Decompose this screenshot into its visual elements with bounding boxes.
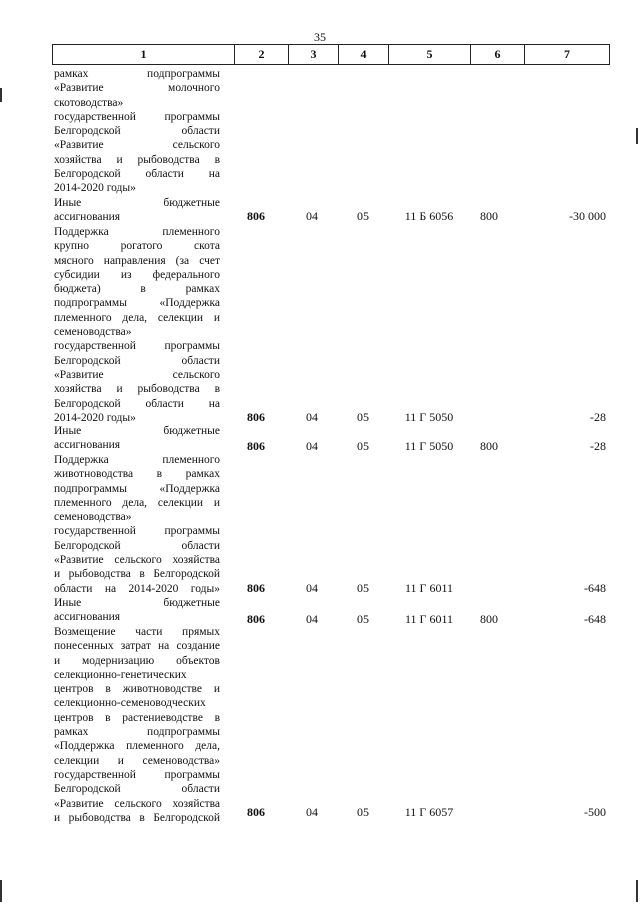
cell-expense-type: 800: [480, 612, 498, 626]
description-line: племенного дела, селекции и: [54, 311, 220, 324]
cell-amount: -28: [590, 439, 606, 453]
cell-podrazdel: 05: [357, 581, 369, 595]
cell-grbs: 806: [247, 209, 265, 223]
description-line: 2014-2020 годы»: [54, 182, 136, 195]
row-description: [54, 596, 220, 625]
cell-razdel: 04: [306, 439, 318, 453]
cell-expense-type: 800: [480, 209, 498, 223]
description-line: Белгородской области: [54, 354, 220, 367]
description-line: крупно рогатого скота: [54, 240, 220, 253]
description-line: Белгородской области: [54, 125, 220, 138]
description-line: хозяйства и рыбоводства в: [54, 383, 220, 396]
header-col-4: 4: [339, 45, 389, 64]
cell-amount: -28: [590, 410, 606, 424]
description-line: «Поддержка племенного дела,: [54, 740, 220, 753]
description-line: животноводства в рамках: [54, 468, 220, 481]
description-line: и модернизацию объектов: [54, 654, 220, 667]
description-line: Иные бюджетные: [54, 197, 220, 209]
cell-target-article: 11 Г 5050: [404, 410, 454, 424]
description-line: скотоводства»: [54, 96, 124, 109]
description-line: ассигнования: [54, 439, 121, 452]
cell-grbs: 806: [247, 612, 265, 626]
description-line: Поддержка племенного: [54, 454, 220, 466]
description-line: центров в животноводстве и: [54, 683, 220, 696]
row-description: [54, 625, 220, 825]
description-line: подпрограммы «Поддержка: [54, 482, 220, 495]
cell-razdel: 04: [306, 410, 318, 424]
description-line: Иные бюджетные: [54, 597, 220, 609]
cell-razdel: 04: [306, 805, 318, 819]
description-line: селекционно-семеноводческих: [54, 697, 206, 710]
description-line: племенного дела, селекции и: [54, 496, 220, 509]
description-line: хозяйства и рыбоводства в: [54, 153, 220, 166]
cell-grbs: 806: [247, 581, 265, 595]
description-line: Белгородской области на: [54, 397, 220, 410]
cell-target-article: 11 Б 6056: [404, 209, 454, 223]
cell-podrazdel: 05: [357, 805, 369, 819]
description-line: мясного направления (за счет: [54, 254, 220, 267]
description-line: Белгородской области на: [54, 168, 220, 181]
description-line: «Развитие сельского: [54, 368, 220, 381]
description-line: семеноводства»: [54, 511, 132, 524]
description-line: «Развитие молочного: [54, 82, 220, 95]
row-description: [54, 196, 220, 225]
description-line: семеноводства»: [54, 326, 132, 339]
row-description: [54, 225, 220, 425]
description-line: Поддержка племенного: [54, 226, 220, 238]
description-line: субсидии из федерального: [54, 268, 220, 281]
cell-amount: -648: [584, 581, 606, 595]
description-line: ассигнования: [54, 611, 121, 624]
description-line: Возмещение части прямых: [54, 626, 220, 638]
scan-edge-mark: [636, 880, 638, 902]
description-line: Белгородской области: [54, 539, 220, 552]
row-description: [54, 67, 220, 196]
header-col-7: 7: [564, 47, 570, 61]
description-line: государственной программы: [54, 110, 220, 123]
cell-podrazdel: 05: [357, 410, 369, 424]
cell-target-article: 11 Г 6011: [404, 612, 454, 626]
description-line: бюджета) в рамках: [54, 283, 220, 296]
header-col-1: 1: [53, 45, 235, 64]
description-line: государственной программы: [54, 768, 220, 781]
cell-amount: -648: [584, 612, 606, 626]
cell-amount: -30 000: [569, 209, 606, 223]
cell-target-article: 11 Г 6057: [404, 805, 454, 819]
cell-target-article: 11 Г 6011: [404, 581, 454, 595]
cell-amount: -500: [584, 805, 606, 819]
cell-grbs: 806: [247, 439, 265, 453]
description-line: «Развитие сельского хозяйства: [54, 797, 220, 810]
description-line: 2014-2020 годы»: [54, 411, 136, 424]
description-line: государственной программы: [54, 340, 220, 353]
description-line: центров в растениеводстве в: [54, 711, 220, 724]
description-line: «Развитие сельского хозяйства: [54, 554, 220, 567]
cell-podrazdel: 05: [357, 209, 369, 223]
description-line: и рыбоводства в Белгородской: [54, 811, 220, 824]
description-line: рамках подпрограммы: [54, 68, 220, 80]
scan-edge-mark: [0, 880, 2, 902]
table-header: [52, 44, 610, 65]
scan-edge-mark: [636, 128, 638, 144]
row-description: [54, 424, 220, 453]
header-col-6: 6: [471, 45, 525, 64]
description-line: Иные бюджетные: [54, 425, 220, 437]
description-line: государственной программы: [54, 525, 220, 538]
description-line: ассигнования: [54, 211, 121, 224]
cell-expense-type: 800: [480, 439, 498, 453]
description-line: селекции и семеноводства»: [54, 754, 220, 767]
row-description: [54, 453, 220, 596]
header-col-3: 3: [289, 45, 339, 64]
description-line: рамках подпрограммы: [54, 726, 220, 739]
scan-edge-mark: [0, 88, 2, 102]
description-line: и рыбоводства в Белгородской: [54, 568, 220, 581]
cell-razdel: 04: [306, 581, 318, 595]
cell-target-article: 11 Г 5050: [404, 439, 454, 453]
header-col-2: 2: [235, 45, 289, 64]
cell-grbs: 806: [247, 410, 265, 424]
description-line: области на 2014-2020 годы»: [54, 582, 220, 595]
description-line: подпрограммы «Поддержка: [54, 297, 220, 310]
cell-podrazdel: 05: [357, 612, 369, 626]
cell-razdel: 04: [306, 612, 318, 626]
cell-podrazdel: 05: [357, 439, 369, 453]
description-line: понесенных затрат на создание: [54, 640, 220, 653]
cell-grbs: 806: [247, 805, 265, 819]
description-line: селекционно-генетических: [54, 668, 187, 681]
description-line: Белгородской области: [54, 783, 220, 796]
cell-razdel: 04: [306, 209, 318, 223]
page-number: 35: [314, 30, 326, 44]
header-col-5: 5: [389, 45, 471, 64]
description-line: «Развитие сельского: [54, 139, 220, 152]
